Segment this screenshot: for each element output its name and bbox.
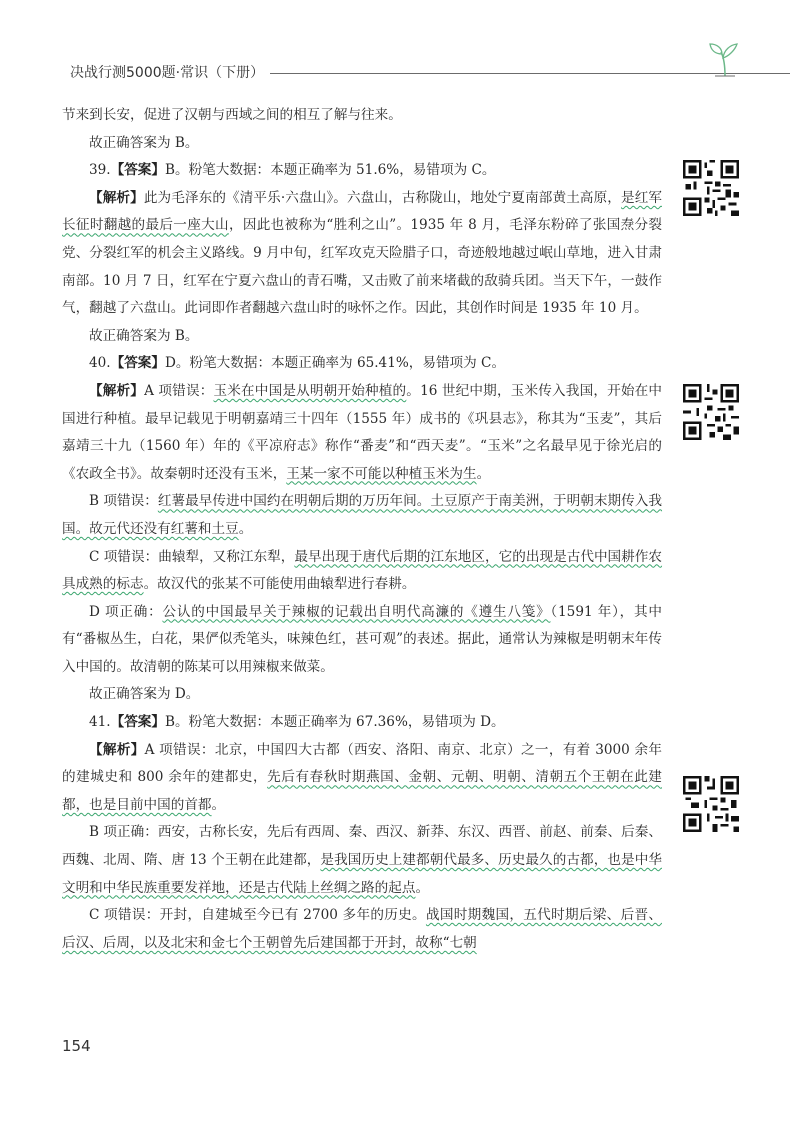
final-answer-40: 故正确答案为 D。 <box>89 686 200 703</box>
punctuation: 。 <box>238 520 253 537</box>
highlighted-text: 是红军长征时翻越的最后一座大山 <box>62 189 662 234</box>
analysis-41-b <box>62 819 662 902</box>
analysis-40-c <box>62 544 662 599</box>
analysis-text: 。故汉代的张某不可能使用曲辕犁进行春耕。 <box>143 576 416 593</box>
running-header <box>70 60 750 88</box>
question-number: 40. <box>89 355 111 372</box>
option-lead: B 项错误： <box>89 493 158 510</box>
answer-tag: 【答案】 <box>110 714 165 731</box>
analysis-text: 。16 世纪中期，玉米传入我国，开始在中国进行种植。最早记载见于明朝嘉靖三十四年（1555 年）成书的《巩县志》，称其为“玉麦”，其后嘉靖三十九（1560 年）年的《平凉府志》称作“番麦”和“西天麦”。“玉米”之名最早见于徐光启的《农政全书》。故秦朝时还没有玉米， <box>62 382 663 482</box>
analysis-41-c <box>62 902 662 957</box>
qr-code-icon[interactable] <box>683 160 739 216</box>
answer-tag: 【答案】 <box>110 355 165 372</box>
book-title: 决战行测5000题·常识（下册） <box>70 65 265 81</box>
analysis-text: 西安，古称长安，先后有西周、秦、西汉、新莽、东汉、西晋、前赵、前秦、后秦、西魏、北周、隋、唐 13 个王朝在此建都， <box>62 824 663 869</box>
question-number: 39. <box>89 162 111 179</box>
answer-41 <box>62 709 662 737</box>
highlighted-text: 是我国历史上建都朝代最多、历史最久的古都，也是中华文明和中华民族重要发祥地，还是古代陆上丝绸之路的起点 <box>62 852 662 896</box>
answer-40 <box>62 350 662 378</box>
option-lead: A 项错误： <box>144 741 215 758</box>
analysis-40-b <box>62 488 662 543</box>
highlighted-text: 红薯最早传进中国约在明朝后期的万历年间。土豆原产于南美洲，于明朝末期传入我国。故元代还没有红薯和土豆 <box>62 493 663 537</box>
highlighted-text: 玉米在中国是从明朝开始种植的 <box>213 382 407 399</box>
analysis-text: 此为毛泽东的《清平乐·六盘山》。六盘山，古称陇山，地处宁夏南部黄土高原， <box>143 189 621 206</box>
highlighted-text: 战国时期魏国，五代时期后梁、后晋、后汉、后周，以及北宋和金七个王朝曾先后建国都于开封，故称“七朝 <box>62 907 662 951</box>
option-lead: A 项错误： <box>144 382 214 399</box>
analysis-text: 北京，中国四大古都（西安、洛阳、南京、北京）之一，有着 3000 余年的建城史和 800 余年的建都史， <box>62 741 662 786</box>
option-lead: D 项正确： <box>89 603 163 620</box>
highlighted-text: 王某一家不可能以种植玉米为生 <box>286 465 477 482</box>
qr-code-icon[interactable] <box>683 776 739 832</box>
punctuation: 。 <box>211 796 226 813</box>
analysis-40-d <box>62 599 662 682</box>
question-number: 41. <box>89 714 111 731</box>
paragraph: 节来到长安，促进了汉朝与西域之间的相互了解与往来。 <box>62 107 402 123</box>
answer-tag: 【答案】 <box>110 162 165 179</box>
answer-text: D。粉笔大数据：本题正确率为 65.41%，易错项为 C。 <box>165 355 506 372</box>
answer-text: B。粉笔大数据：本题正确率为 51.6%，易错项为 C。 <box>165 162 496 179</box>
analysis-tag: 【解析】 <box>89 189 144 206</box>
highlighted-text: 先后有春秋时期燕国、金朝、元朝、明朝、清朝五个王朝在此建都，也是目前中国的首都 <box>62 769 662 813</box>
paragraph: 故正确答案为 B。 <box>89 134 199 151</box>
analysis-text: 曲辕犁，又称江东犁， <box>158 548 295 565</box>
analysis-40-a <box>62 378 662 488</box>
analysis-tag: 【解析】 <box>89 382 145 399</box>
highlighted-text: 最早出现于唐代后期的江东地区，它的出现是古代中国耕作农具成熟的标志 <box>62 548 663 593</box>
final-answer-39: 故正确答案为 B。 <box>89 327 199 344</box>
punctuation: 。 <box>476 465 491 482</box>
punctuation: 。 <box>415 879 430 896</box>
sprout-icon <box>705 40 745 80</box>
analysis-41-a <box>62 737 662 820</box>
analysis-text: ，因此也被称为“胜利之山”。1935 年 8 月，毛泽东粉碎了张国焘分裂党、分裂红军的机会主义路线。9 月中旬，红军攻克天险腊子口，奇迹般地越过岷山草地，进入甘肃南部。10 月 7 日，红军在宁夏六盘山的青石嘴，又击败了前来堵截的敌骑兵团。当天下午，一鼓作气，翻越了六盘山。此词即作者翻越六盘山时的咏怀之作。因此，其创作时间是 1935 年 10 月。 <box>62 217 662 317</box>
analysis-39 <box>62 185 662 323</box>
page-number: 154 <box>62 1037 91 1055</box>
analysis-tag: 【解析】 <box>89 741 145 758</box>
page-body <box>62 102 662 957</box>
option-lead: C 项错误： <box>89 548 159 565</box>
answer-39 <box>62 157 662 185</box>
qr-code-icon[interactable] <box>683 384 739 440</box>
highlighted-text: 公认的中国最早关于辣椒的记载出自明代高濂的《遵生八笺》 <box>162 603 551 620</box>
option-lead: C 项错误： <box>89 907 160 924</box>
analysis-text: （1591 年），其中有“番椒丛生，白花，果俨似秃笔头，味辣色红，甚可观”的表述。据此，通常认为辣椒是明朝末年传入中国的。故清朝的陈某可以用辣椒来做菜。 <box>62 603 662 675</box>
answer-text: B。粉笔大数据：本题正确率为 67.36%，易错项为 D。 <box>165 714 505 731</box>
option-lead: B 项正确： <box>89 824 158 841</box>
analysis-text: 开封，自建城至今已有 2700 多年的历史。 <box>159 907 426 924</box>
